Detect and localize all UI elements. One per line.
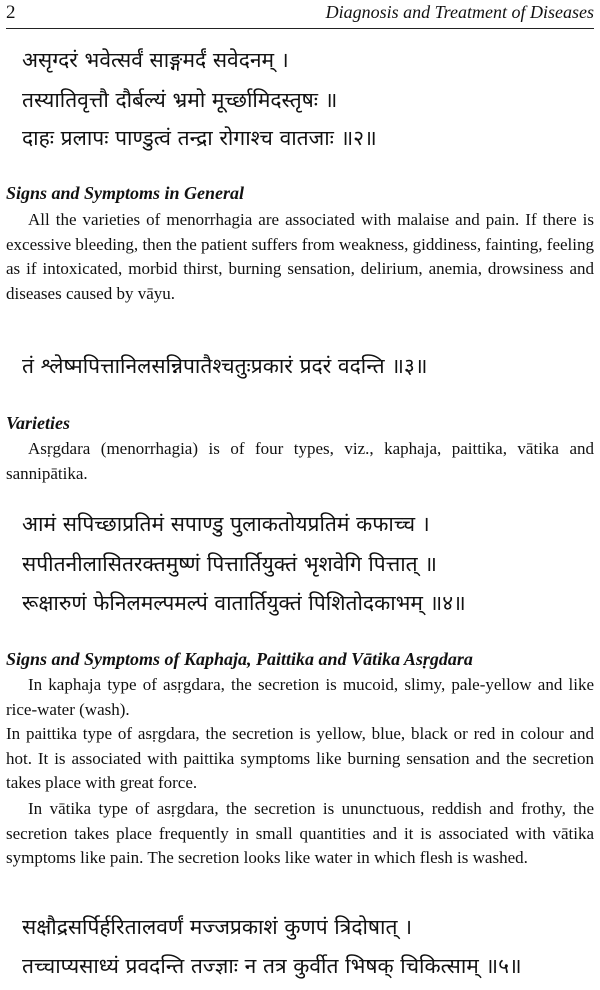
page-number: 2 [6,2,16,23]
sanskrit-verse-line: तस्यातिवृत्तौ दौर्बल्यं भ्रमो मूर्च्छामिदस्तृषः ॥ [22,88,338,112]
sanskrit-verse-line: दाहः प्रलापः पाण्डुत्वं तन्द्रा रोगाश्च वातजाः ॥२॥ [22,126,377,150]
body-paragraph: All the varieties of menorrhagia are associated with malaise and pain. If there is excessive bleeding, then the patient suffers from weakness, giddiness, fainting, feeling as if intoxicated, morbid thirst, burning sensation, delirium, anemia, drowsiness and diseases caused by vāyu. [6,210,594,303]
body-paragraph: In paittika type of asṛgdara, the secretion is yellow, blue, black or red in colour and hot. It is associated with paittika symptoms like burning sensation and the secretion takes place with great force. [6,724,594,792]
sanskrit-verse-line: सक्षौद्रसर्पिर्हरितालवर्णं मज्जप्रकाशं कुणपं त्रिदोषात् । [22,915,413,939]
sanskrit-verse-line: तं श्लेष्मपित्तानिलसन्निपातैश्चतुःप्रकारं प्रदरं वदन्ति ॥३॥ [22,354,428,378]
sanskrit-verse-line: आमं सपिच्छाप्रतिमं सपाण्डु पुलाकतोयप्रतिमं कफाच्च । [22,512,430,536]
body-paragraph: In vātika type of asṛgdara, the secretion is ununctuous, reddish and frothy, the secretion takes place frequently in small quantities and it is associated with vātika symptoms like pain. The secretion looks like water in which flesh is washed. [6,799,594,867]
section-heading: Signs and Symptoms in General [6,183,245,203]
sanskrit-verse-line: रूक्षारुणं फेनिलमल्पमल्पं वातार्तियुक्तं पिशितोदकाभम् ॥४॥ [22,591,466,615]
section-heading: Signs and Symptoms of Kaphaja, Paittika and Vātika Asṛgdara [6,649,473,669]
sanskrit-verse-line: असृग्दरं भवेत्सर्वं साङ्गमर्दं सवेदनम् । [22,48,289,72]
sanskrit-verse-line: तच्चाप्यसाध्यं प्रवदन्ति तज्ज्ञाः न तत्र कुर्वीत भिषक् चिकित्साम् ॥५॥ [22,954,522,978]
body-paragraph: In kaphaja type of asṛgdara, the secretion is mucoid, slimy, pale-yellow and like rice-water (wash). [6,675,594,719]
page-header [6,0,594,29]
body-paragraph: Asṛgdara (menorrhagia) is of four types, viz., kaphaja, paittika, vātika and sannipātika. [6,439,594,483]
section-heading: Varieties [6,413,71,433]
sanskrit-verse-line: सपीतनीलासितरक्तमुष्णं पित्तार्तियुक्तं भृशवेगि पित्तात् ॥ [22,552,437,576]
running-title: Diagnosis and Treatment of Diseases [325,2,594,22]
